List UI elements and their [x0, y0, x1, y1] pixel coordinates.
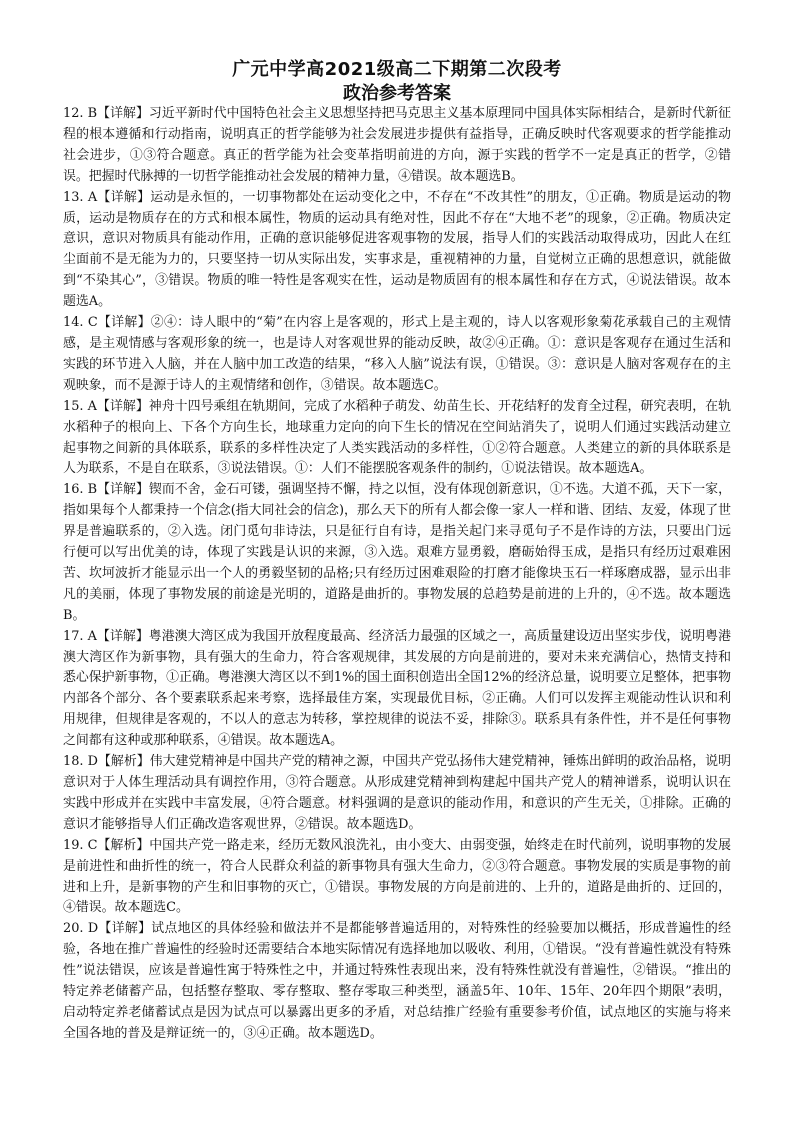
- answer-item-16: 16. B【详解】锲而不舍，金石可镂，强调坚持不懈，持之以恒，没有体现创新意识，①不选。大道不孤，天下一家，指如果每个人都秉持一个信念(指大同社会的信念)，那么天下的所有人都会像一家人一样和谐、团结、友爱，体现了世界是普遍联系的，②入选。闭门觅句非诗法，只是征行自有诗，是指关起门来寻觅句子不是作诗的方法，只要出门远行便可以写出优美的诗，体现了实践是认识的来源，③入选。艰难方显勇毅，磨砺始得玉成，是指只有经历过艰难困苦、坎坷波折才能显示出一个人的勇毅坚韧的品格;只有经历过困难艰险的打磨才能像块玉石一样琢磨成器，显示出非凡的美丽，体现了事物发展的前途是光明的，道路是曲折的。事物发展的总趋势是前进的上升的，④不选。故本题选B。: [63, 482, 731, 623]
- document-header: [0, 58, 794, 106]
- document-subtitle: 政治参考答案: [343, 83, 451, 104]
- answer-item-20: 20. D【详解】试点地区的具体经验和做法并不是都能够普遍适用的，对特殊性的经验要加以概括，形成普遍性的经验，各地在推广普遍性的经验时还需要结合本地实际情况有选择地加以吸收、利用，①错误。“没有普遍性就没有特殊性”说法错误，应该是普遍性寓于特殊性之中，并通过特殊性表现出来，没有特殊性就没有普遍性，②错误。“推出的特定养老储蓄产品，包括整存整取、零存整取、整存零取三种类型，涵盖5年、10年、15年、20年四个期限”表明，启动特定养老储蓄试点是因为试点可以暴露出更多的矛盾，对总结推广经验有重要参考价值，试点地区的实施与将来全国各地的普及是辩证统一的，③④正确。故本题选D。: [63, 921, 731, 1041]
- answer-item-14: 14. C【详解】②④：诗人眼中的“菊”在内容上是客观的，形式上是主观的，诗人以客观形象菊花承载自己的主观情感，是主观情感与客观形象的统一，也是诗人对客观世界的能动反映，故②④正确。①：意识是客观存在通过生活和实践的环节进入人脑，并在人脑中加工改造的结果，“移入人脑”说法有误，①错误。③：意识是人脑对客观存在的主观映象，而不是源于诗人的主观情绪和创作，③错误。故本题选C。: [63, 315, 731, 393]
- answer-item-18: 18. D【解析】伟大建党精神是中国共产党的精神之源，中国共产党弘扬伟大建党精神，锤炼出鲜明的政治品格，说明意识对于人体生理活动具有调控作用，③符合题意。从形成建党精神到构建起中国共产党人的精神谱系，说明认识在实践中形成并在实践中丰富发展，④符合题意。材料强调的是意识的能动作用，和意识的产生无关，①排除。正确的意识才能够指导人们正确改造客观世界，②错误。故本题选D。: [63, 754, 731, 832]
- answer-item-19: 19. C【解析】中国共产党一路走来，经历无数风浪洗礼，由小变大、由弱变强，始终走在时代前列，说明事物的发展是前进性和曲折性的统一，符合人民群众利益的新事物具有强大生命力，②③符合题意。事物发展的实质是事物的前进和上升，是新事物的产生和旧事物的灭亡，①错误。事物发展的方向是前进的、上升的，道路是曲折的、迂回的，④错误。故本题选C。: [63, 837, 731, 916]
- answer-item-12: 12. B【详解】习近平新时代中国特色社会主义思想坚持把马克思主义基本原理同中国具体实际相结合，是新时代新征程的根本遵循和行动指南，说明真正的哲学能够为社会发展进步提供有益指导，正确反映时代客观要求的哲学能推动社会进步，①③符合题意。真正的哲学能为社会变革指明前进的方向，源于实践的哲学不一定是真正的哲学，②错误。把握时代脉搏的一切哲学能推动社会发展的精神力量，④错误。故本题选B。: [63, 106, 731, 184]
- answer-list: [63, 104, 731, 1045]
- document-title: 广元中学高2021级高二下期第二次段考: [232, 59, 562, 80]
- answer-item-13: 13. A【详解】运动是永恒的，一切事物都处在运动变化之中，不存在“不改其性”的朋友，①正确。物质是运动的物质，运动是物质存在的方式和根本属性，物质的运动具有绝对性，因此不存在“大地不老”的现象，②正确。物质决定意识，意识对物质具有能动作用，正确的意识能够促进客观事物的发展，指导人们的实践活动取得成功，因此人在红尘面前不是无能为力的，只要坚持一切从实际出发，实事求是，重视精神的力量，自觉树立正确的思想意识，就能做到“不染其心”，③错误。物质的唯一特性是客观实在性，运动是物质固有的根本属性和存在方式，④说法错误。故本题选A。: [63, 189, 731, 310]
- answer-item-17: 17. A【详解】粤港澳大湾区成为我国开放程度最高、经济活力最强的区域之一，高质量建设迈出坚实步伐，说明粤港澳大湾区作为新事物，具有强大的生命力，符合客观规律，其发展的方向是前进的，要对未来充满信心，热情支持和悉心保护新事物，①正确。粤港澳大湾区以不到1%的国土面积创造出全国12%的经济总量，说明要立足整体，把事物内部各个部分、各个要素联系起来考察，选择最佳方案，实现最优目标，②正确。人们可以发挥主观能动性认识和利用规律，但规律是客观的，不以人的意志为转移，掌控规律的说法不妥，排除③。联系具有条件性，并不是任何事物之间都有这种或那种联系，④错误。故本题选A。: [63, 628, 731, 749]
- answer-item-15: 15. A【详解】神舟十四号乘组在轨期间，完成了水稻种子萌发、幼苗生长、开花结籽的发育全过程，研究表明，在轨水稻种子的根向上、下各个方向生长，地球重力定向的向下生长的情况在空间站消失了，说明人们通过实践活动建立起事物之间新的具体联系，联系的多样性决定了人类实践活动的多样性，①②符合题意。人类建立的新的具体联系是人为联系，不是自在联系，③说法错误。①：人们不能摆脱客观条件的制约，①说法错误。故本题选A。: [63, 398, 731, 477]
